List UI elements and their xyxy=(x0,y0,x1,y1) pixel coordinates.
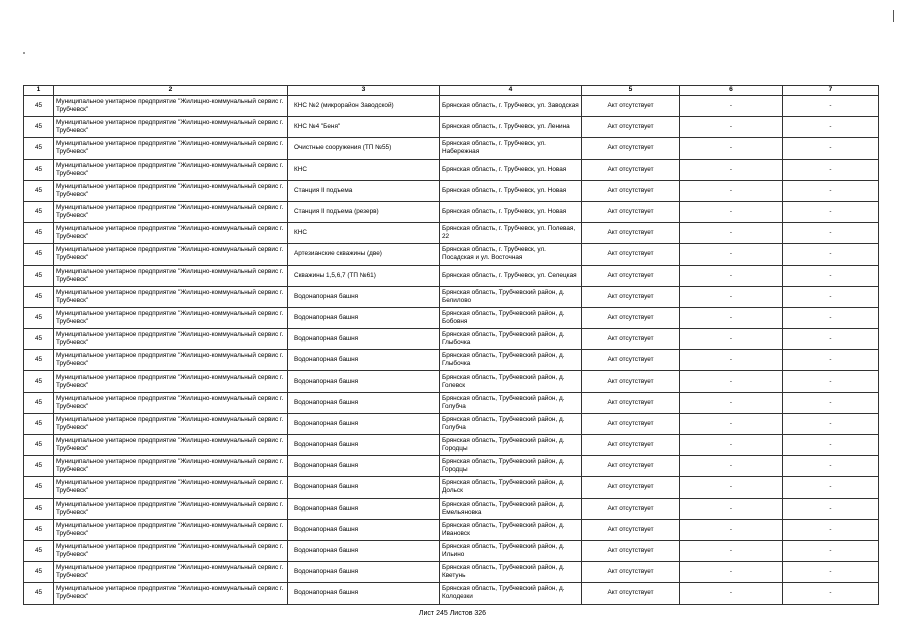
object-cell: Водонапорная башня xyxy=(288,392,440,413)
column-6-cell: - xyxy=(680,307,783,328)
object-cell: КНС xyxy=(288,159,440,180)
column-6-cell: - xyxy=(680,244,783,265)
column-7-cell: - xyxy=(783,413,879,434)
table-row xyxy=(24,159,879,180)
column-7-cell: - xyxy=(783,329,879,350)
table-row xyxy=(24,244,879,265)
act-status-cell: Акт отсутствует xyxy=(582,392,680,413)
act-status-cell: Акт отсутствует xyxy=(582,96,680,117)
object-cell: Очистные сооружения (ТП №55) xyxy=(288,138,440,159)
table-row xyxy=(24,540,879,561)
column-6-cell: - xyxy=(680,392,783,413)
act-status-cell: Акт отсутствует xyxy=(582,519,680,540)
address-cell: Брянская область, г. Трубчевск, ул. Селецкая xyxy=(440,265,582,286)
row-number: 45 xyxy=(24,159,54,180)
row-number: 45 xyxy=(24,138,54,159)
column-6-cell: - xyxy=(680,540,783,561)
address-cell: Брянская область, г. Трубчевск, ул. Новая xyxy=(440,180,582,201)
column-7-cell: - xyxy=(783,96,879,117)
organization-cell: Муниципальное унитарное предприятие "Жилищно-коммунальный сервис г. Трубчевск" xyxy=(54,456,288,477)
table-row xyxy=(24,286,879,307)
table-row xyxy=(24,562,879,583)
organization-cell: Муниципальное унитарное предприятие "Жилищно-коммунальный сервис г. Трубчевск" xyxy=(54,201,288,222)
object-cell: КНС №4 "Беня" xyxy=(288,117,440,138)
table-row xyxy=(24,329,879,350)
act-status-cell: Акт отсутствует xyxy=(582,159,680,180)
table-body xyxy=(24,96,879,605)
column-6-cell: - xyxy=(680,498,783,519)
row-number: 45 xyxy=(24,329,54,350)
table-row xyxy=(24,392,879,413)
address-cell: Брянская область, Трубчевский район, д. Бобовня xyxy=(440,307,582,328)
row-number: 45 xyxy=(24,540,54,561)
object-cell: Водонапорная башня xyxy=(288,562,440,583)
object-cell: Скважины 1,5,6,7 (ТП №61) xyxy=(288,265,440,286)
organization-cell: Муниципальное унитарное предприятие "Жилищно-коммунальный сервис г. Трубчевск" xyxy=(54,477,288,498)
act-status-cell: Акт отсутствует xyxy=(582,265,680,286)
act-status-cell: Акт отсутствует xyxy=(582,180,680,201)
row-number: 45 xyxy=(24,583,54,604)
object-cell: Водонапорная башня xyxy=(288,456,440,477)
table-row xyxy=(24,519,879,540)
table-row xyxy=(24,180,879,201)
row-number: 45 xyxy=(24,371,54,392)
column-6-cell: - xyxy=(680,583,783,604)
act-status-cell: Акт отсутствует xyxy=(582,456,680,477)
act-status-cell: Акт отсутствует xyxy=(582,329,680,350)
object-cell: Водонапорная башня xyxy=(288,307,440,328)
column-7-cell: - xyxy=(783,265,879,286)
object-cell: Водонапорная башня xyxy=(288,413,440,434)
act-status-cell: Акт отсутствует xyxy=(582,413,680,434)
organization-cell: Муниципальное унитарное предприятие "Жилищно-коммунальный сервис г. Трубчевск" xyxy=(54,540,288,561)
column-7-cell: - xyxy=(783,223,879,244)
address-cell: Брянская область, Трубчевский район, д. Емельяновка xyxy=(440,498,582,519)
organization-cell: Муниципальное унитарное предприятие "Жилищно-коммунальный сервис г. Трубчевск" xyxy=(54,583,288,604)
address-cell: Брянская область, Трубчевский район, д. Дольск xyxy=(440,477,582,498)
object-cell: Водонапорная башня xyxy=(288,350,440,371)
address-cell: Брянская область, Трубчевский район, д. Кветунь xyxy=(440,562,582,583)
organization-cell: Муниципальное унитарное предприятие "Жилищно-коммунальный сервис г. Трубчевск" xyxy=(54,498,288,519)
act-status-cell: Акт отсутствует xyxy=(582,138,680,159)
organization-cell: Муниципальное унитарное предприятие "Жилищно-коммунальный сервис г. Трубчевск" xyxy=(54,371,288,392)
column-7-cell: - xyxy=(783,435,879,456)
column-6-cell: - xyxy=(680,456,783,477)
column-7-cell: - xyxy=(783,540,879,561)
column-header-1: 1 xyxy=(24,86,54,96)
column-6-cell: - xyxy=(680,562,783,583)
organization-cell: Муниципальное унитарное предприятие "Жилищно-коммунальный сервис г. Трубчевск" xyxy=(54,392,288,413)
object-cell: Станция II подъема xyxy=(288,180,440,201)
object-cell: КНС №2 (микрорайон Заводской) xyxy=(288,96,440,117)
address-cell: Брянская область, Трубчевский район, д. Колодезки xyxy=(440,583,582,604)
page-edge-mark xyxy=(893,10,894,22)
organization-cell: Муниципальное унитарное предприятие "Жилищно-коммунальный сервис г. Трубчевск" xyxy=(54,117,288,138)
address-cell: Брянская область, Трубчевский район, д. Белилово xyxy=(440,286,582,307)
address-cell: Брянская область, г. Трубчевск, ул. Новая xyxy=(440,201,582,222)
act-status-cell: Акт отсутствует xyxy=(582,286,680,307)
act-status-cell: Акт отсутствует xyxy=(582,498,680,519)
row-number: 45 xyxy=(24,286,54,307)
act-status-cell: Акт отсутствует xyxy=(582,583,680,604)
act-status-cell: Акт отсутствует xyxy=(582,371,680,392)
row-number: 45 xyxy=(24,223,54,244)
object-cell: Водонапорная башня xyxy=(288,371,440,392)
column-header-5: 5 xyxy=(582,86,680,96)
column-7-cell: - xyxy=(783,117,879,138)
column-6-cell: - xyxy=(680,519,783,540)
table-row xyxy=(24,265,879,286)
column-7-cell: - xyxy=(783,244,879,265)
table-row xyxy=(24,117,879,138)
organization-cell: Муниципальное унитарное предприятие "Жилищно-коммунальный сервис г. Трубчевск" xyxy=(54,562,288,583)
column-header-6: 6 xyxy=(680,86,783,96)
column-6-cell: - xyxy=(680,286,783,307)
object-cell: Водонапорная башня xyxy=(288,583,440,604)
act-status-cell: Акт отсутствует xyxy=(582,117,680,138)
act-status-cell: Акт отсутствует xyxy=(582,562,680,583)
address-cell: Брянская область, г. Трубчевск, ул. Ленина xyxy=(440,117,582,138)
table-row xyxy=(24,138,879,159)
row-number: 45 xyxy=(24,180,54,201)
scan-speck xyxy=(23,52,25,54)
column-6-cell: - xyxy=(680,329,783,350)
column-header-4: 4 xyxy=(440,86,582,96)
organization-cell: Муниципальное унитарное предприятие "Жилищно-коммунальный сервис г. Трубчевск" xyxy=(54,350,288,371)
act-status-cell: Акт отсутствует xyxy=(582,477,680,498)
object-cell: Водонапорная башня xyxy=(288,477,440,498)
row-number: 45 xyxy=(24,244,54,265)
column-6-cell: - xyxy=(680,265,783,286)
table-row xyxy=(24,201,879,222)
act-status-cell: Акт отсутствует xyxy=(582,540,680,561)
table-row xyxy=(24,413,879,434)
address-cell: Брянская область, Трубчевский район, д. Городцы xyxy=(440,435,582,456)
act-status-cell: Акт отсутствует xyxy=(582,201,680,222)
table-row xyxy=(24,583,879,604)
column-7-cell: - xyxy=(783,477,879,498)
organization-cell: Муниципальное унитарное предприятие "Жилищно-коммунальный сервис г. Трубчевск" xyxy=(54,159,288,180)
page-footer: Лист 245 Листов 326 xyxy=(418,610,487,617)
column-7-cell: - xyxy=(783,392,879,413)
column-7-cell: - xyxy=(783,307,879,328)
column-7-cell: - xyxy=(783,456,879,477)
row-number: 45 xyxy=(24,477,54,498)
object-cell: Водонапорная башня xyxy=(288,286,440,307)
address-cell: Брянская область, г. Трубчевск, ул. Полевая, 22 xyxy=(440,223,582,244)
address-cell: Брянская область, Трубчевский район, д. Глыбочка xyxy=(440,350,582,371)
act-status-cell: Акт отсутствует xyxy=(582,350,680,371)
object-cell: Водонапорная башня xyxy=(288,498,440,519)
column-header-2: 2 xyxy=(54,86,288,96)
object-cell: Водонапорная башня xyxy=(288,540,440,561)
table-row xyxy=(24,477,879,498)
organization-cell: Муниципальное унитарное предприятие "Жилищно-коммунальный сервис г. Трубчевск" xyxy=(54,307,288,328)
organization-cell: Муниципальное унитарное предприятие "Жилищно-коммунальный сервис г. Трубчевск" xyxy=(54,413,288,434)
table-row xyxy=(24,498,879,519)
row-number: 45 xyxy=(24,413,54,434)
organization-cell: Муниципальное унитарное предприятие "Жилищно-коммунальный сервис г. Трубчевск" xyxy=(54,244,288,265)
organization-cell: Муниципальное унитарное предприятие "Жилищно-коммунальный сервис г. Трубчевск" xyxy=(54,223,288,244)
object-cell: Станция II подъема (резерв) xyxy=(288,201,440,222)
row-number: 45 xyxy=(24,201,54,222)
address-cell: Брянская область, Трубчевский район, д. Голубча xyxy=(440,392,582,413)
organization-cell: Муниципальное унитарное предприятие "Жилищно-коммунальный сервис г. Трубчевск" xyxy=(54,286,288,307)
column-header-7: 7 xyxy=(783,86,879,96)
organization-cell: Муниципальное унитарное предприятие "Жилищно-коммунальный сервис г. Трубчевск" xyxy=(54,265,288,286)
address-cell: Брянская область, Трубчевский район, д. Голубча xyxy=(440,413,582,434)
column-7-cell: - xyxy=(783,371,879,392)
header-row xyxy=(24,86,879,96)
row-number: 45 xyxy=(24,392,54,413)
column-6-cell: - xyxy=(680,350,783,371)
table-row xyxy=(24,307,879,328)
column-6-cell: - xyxy=(680,117,783,138)
row-number: 45 xyxy=(24,307,54,328)
row-number: 45 xyxy=(24,96,54,117)
act-status-cell: Акт отсутствует xyxy=(582,223,680,244)
register-table xyxy=(23,85,879,605)
object-cell: Водонапорная башня xyxy=(288,435,440,456)
table-row xyxy=(24,223,879,244)
object-cell: Артезианские скважины (две) xyxy=(288,244,440,265)
column-6-cell: - xyxy=(680,477,783,498)
column-7-cell: - xyxy=(783,138,879,159)
organization-cell: Муниципальное унитарное предприятие "Жилищно-коммунальный сервис г. Трубчевск" xyxy=(54,519,288,540)
column-7-cell: - xyxy=(783,180,879,201)
address-cell: Брянская область, Трубчевский район, д. Голевск xyxy=(440,371,582,392)
act-status-cell: Акт отсутствует xyxy=(582,435,680,456)
column-6-cell: - xyxy=(680,223,783,244)
column-6-cell: - xyxy=(680,180,783,201)
address-cell: Брянская область, г. Трубчевск, ул. Заводская xyxy=(440,96,582,117)
address-cell: Брянская область, Трубчевский район, д. Городцы xyxy=(440,456,582,477)
column-header-3: 3 xyxy=(288,86,440,96)
column-7-cell: - xyxy=(783,286,879,307)
organization-cell: Муниципальное унитарное предприятие "Жилищно-коммунальный сервис г. Трубчевск" xyxy=(54,96,288,117)
table-row xyxy=(24,96,879,117)
row-number: 45 xyxy=(24,350,54,371)
row-number: 45 xyxy=(24,498,54,519)
column-7-cell: - xyxy=(783,201,879,222)
column-6-cell: - xyxy=(680,413,783,434)
row-number: 45 xyxy=(24,265,54,286)
table-row xyxy=(24,350,879,371)
column-6-cell: - xyxy=(680,435,783,456)
act-status-cell: Акт отсутствует xyxy=(582,244,680,265)
row-number: 45 xyxy=(24,562,54,583)
organization-cell: Муниципальное унитарное предприятие "Жилищно-коммунальный сервис г. Трубчевск" xyxy=(54,435,288,456)
row-number: 45 xyxy=(24,519,54,540)
organization-cell: Муниципальное унитарное предприятие "Жилищно-коммунальный сервис г. Трубчевск" xyxy=(54,180,288,201)
column-6-cell: - xyxy=(680,96,783,117)
object-cell: Водонапорная башня xyxy=(288,519,440,540)
column-6-cell: - xyxy=(680,371,783,392)
organization-cell: Муниципальное унитарное предприятие "Жилищно-коммунальный сервис г. Трубчевск" xyxy=(54,138,288,159)
table-row xyxy=(24,371,879,392)
address-cell: Брянская область, Трубчевский район, д. Ильино xyxy=(440,540,582,561)
row-number: 45 xyxy=(24,435,54,456)
table-row xyxy=(24,456,879,477)
address-cell: Брянская область, Трубчевский район, д. Глыбочка xyxy=(440,329,582,350)
column-6-cell: - xyxy=(680,159,783,180)
organization-cell: Муниципальное унитарное предприятие "Жилищно-коммунальный сервис г. Трубчевск" xyxy=(54,329,288,350)
row-number: 45 xyxy=(24,456,54,477)
column-7-cell: - xyxy=(783,519,879,540)
column-6-cell: - xyxy=(680,138,783,159)
object-cell: Водонапорная башня xyxy=(288,329,440,350)
address-cell: Брянская область, Трубчевский район, д. Ивановск xyxy=(440,519,582,540)
column-7-cell: - xyxy=(783,498,879,519)
column-6-cell: - xyxy=(680,201,783,222)
column-7-cell: - xyxy=(783,350,879,371)
column-7-cell: - xyxy=(783,562,879,583)
address-cell: Брянская область, г. Трубчевск, ул. Посадская и ул. Восточная xyxy=(440,244,582,265)
act-status-cell: Акт отсутствует xyxy=(582,307,680,328)
table-row xyxy=(24,435,879,456)
object-cell: КНС xyxy=(288,223,440,244)
address-cell: Брянская область, г. Трубчевск, ул. Набережная xyxy=(440,138,582,159)
column-7-cell: - xyxy=(783,583,879,604)
column-7-cell: - xyxy=(783,159,879,180)
row-number: 45 xyxy=(24,117,54,138)
address-cell: Брянская область, г. Трубчевск, ул. Новая xyxy=(440,159,582,180)
